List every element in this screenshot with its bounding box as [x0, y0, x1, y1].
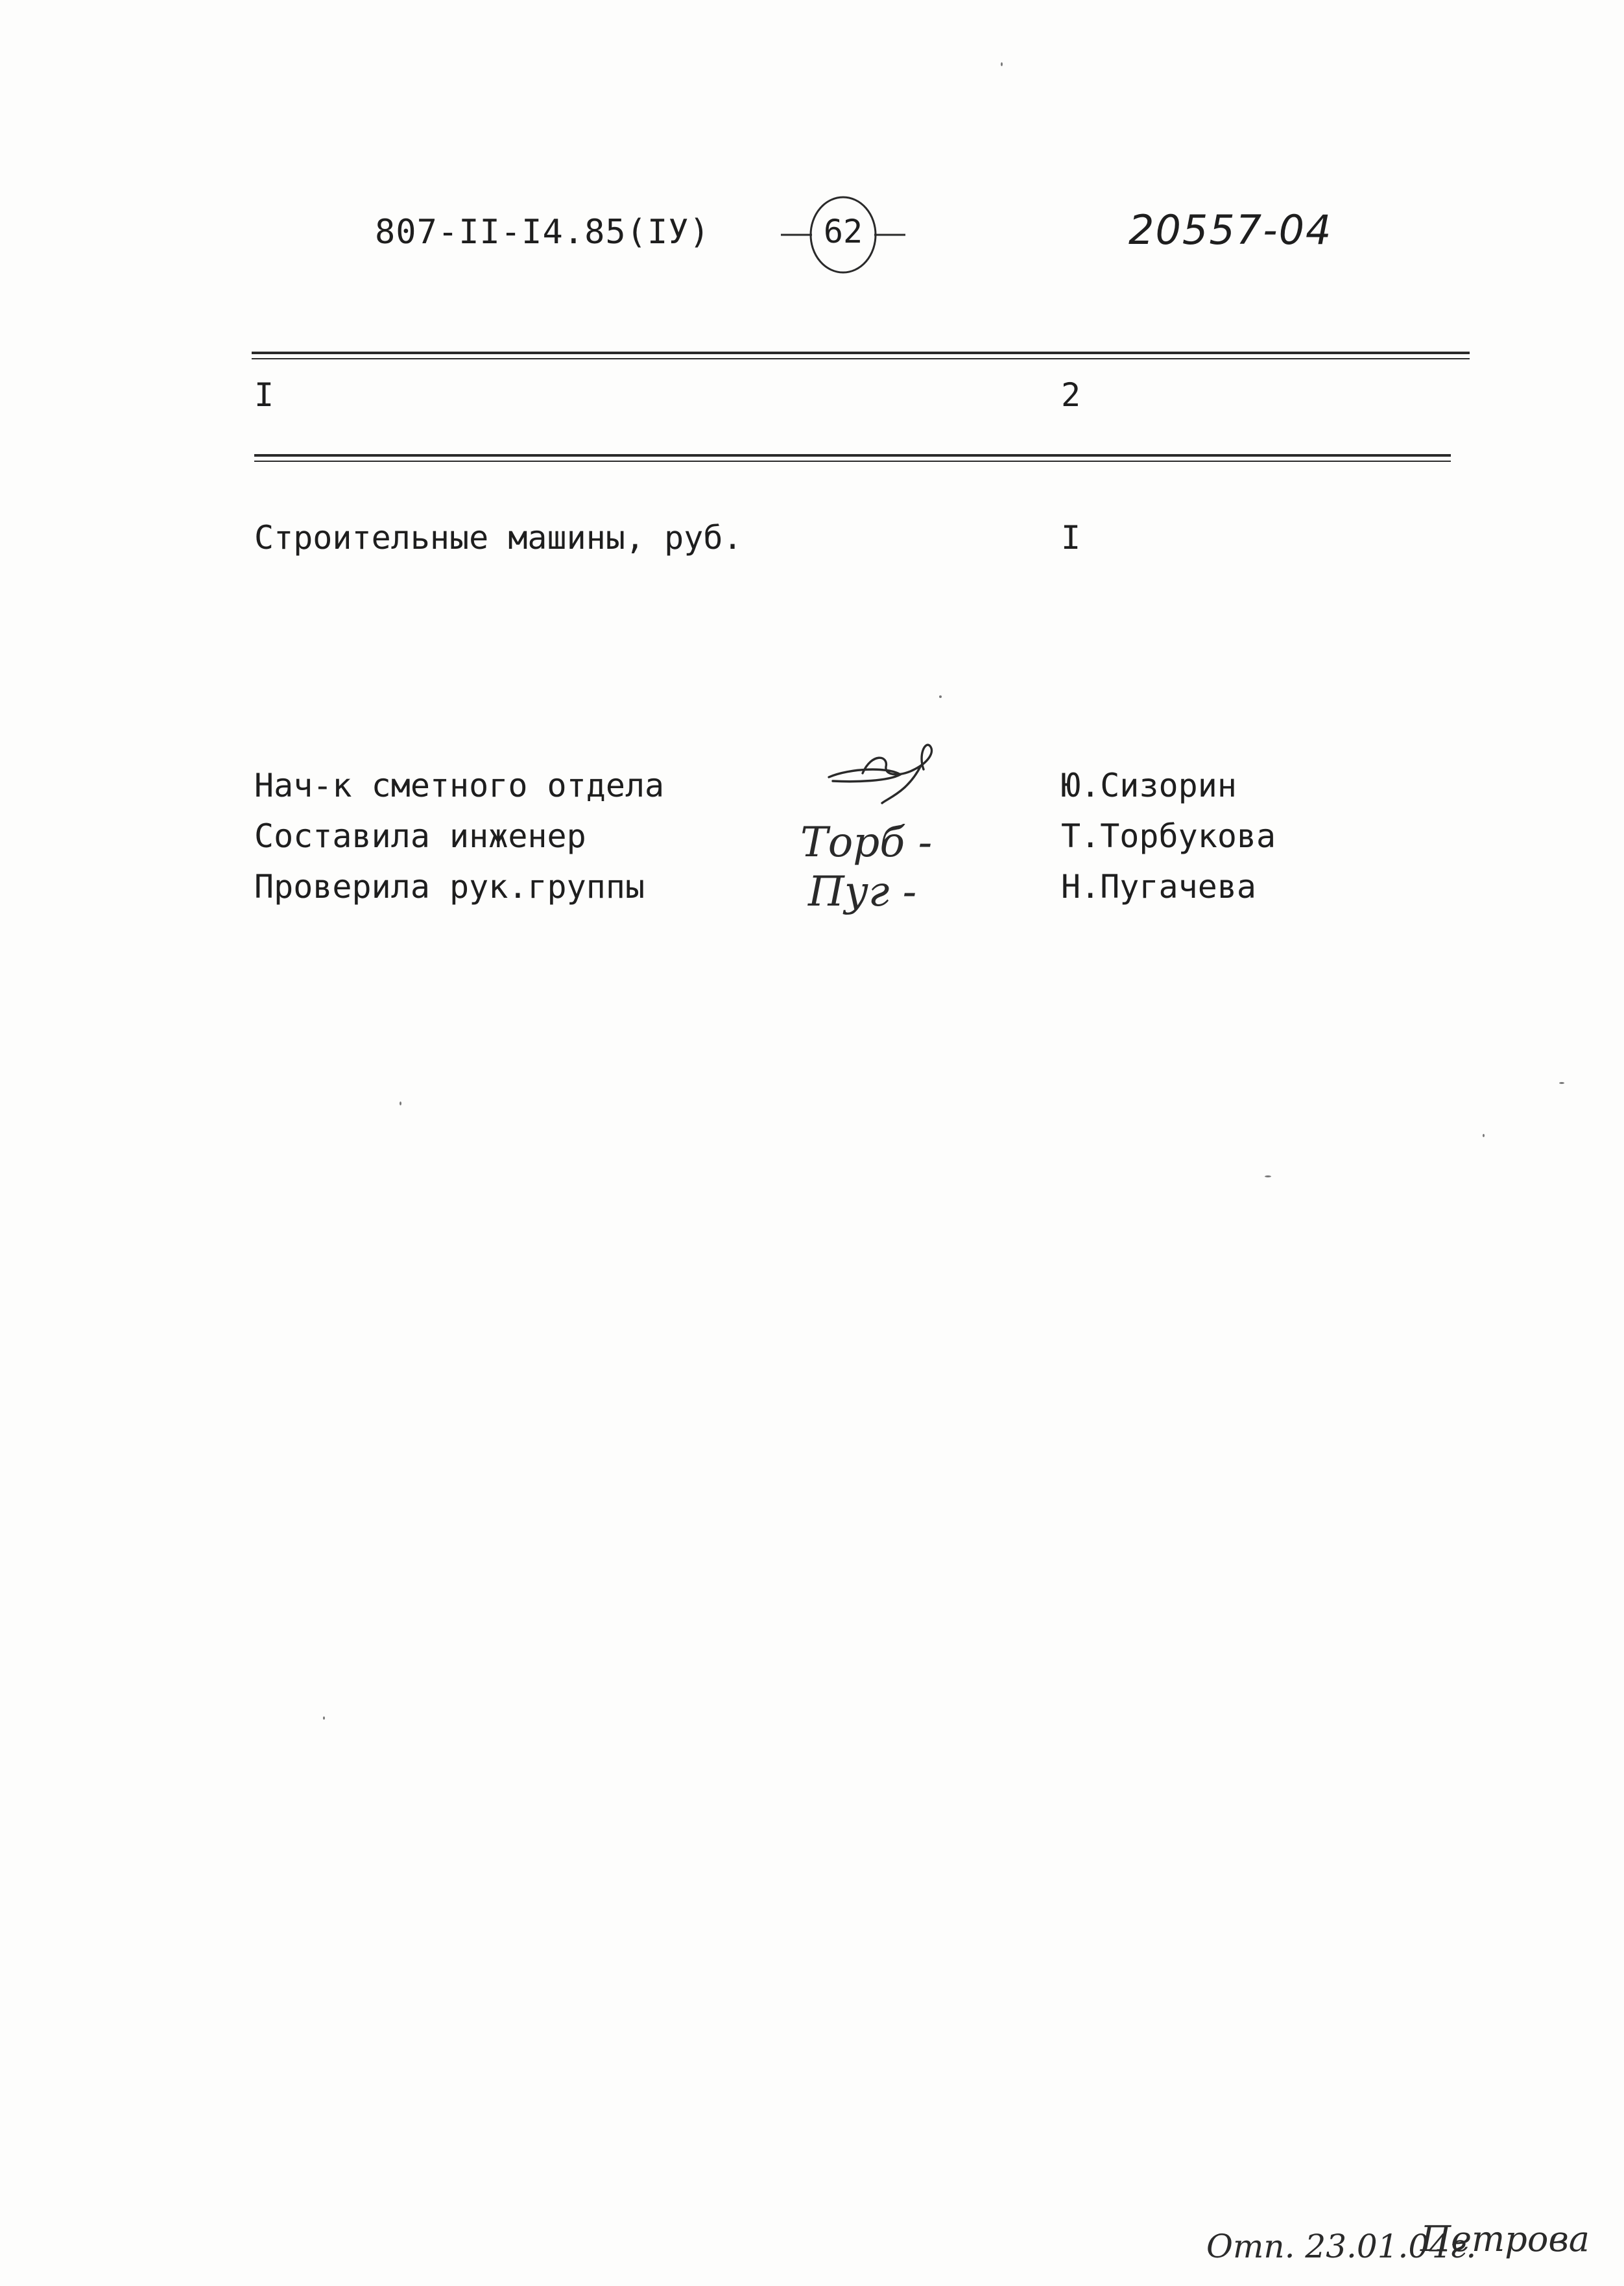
footer-signature-text: Петрова — [1420, 2219, 1590, 2259]
signature-3-text: Пуг - — [808, 868, 917, 916]
page-number-badge — [778, 189, 908, 280]
table-row-value: I — [1061, 519, 1081, 557]
signature-role-3: Проверила рук.группы — [254, 868, 645, 906]
table-header-rule — [254, 454, 1451, 457]
footer-handwriting — [1200, 2212, 1602, 2277]
signature-name-2: Т.Торбукова — [1061, 817, 1276, 855]
scan-speck — [1001, 62, 1003, 66]
scan-speck — [323, 1716, 325, 1720]
column-header-1: I — [254, 376, 274, 414]
column-header-2: 2 — [1061, 376, 1081, 414]
table-row-label: Строительные машины, руб. — [254, 519, 743, 557]
scan-speck — [939, 695, 942, 698]
scan-speck — [1265, 1175, 1271, 1177]
signature-1 — [829, 745, 932, 803]
page-number: 62 — [823, 213, 863, 250]
table-header-rule-thin — [254, 461, 1451, 462]
footer-note-text: Отп. 23.01.04г. — [1206, 2228, 1477, 2265]
handwritten-signatures — [791, 727, 1012, 934]
signature-name-3: Н.Пугачева — [1061, 868, 1257, 906]
signature-name-1: Ю.Сизорин — [1061, 767, 1237, 804]
scan-speck — [1483, 1134, 1485, 1137]
signature-role-1: Нач-к сметного отдела — [254, 767, 665, 804]
scan-speck — [1559, 1082, 1564, 1084]
table-top-rule-thin — [252, 358, 1470, 359]
signature-role-2: Составила инженер — [254, 817, 586, 855]
scan-speck — [400, 1101, 401, 1105]
inventory-number: 20557-04 — [1128, 206, 1333, 254]
table-top-rule — [252, 352, 1470, 354]
signature-2-text: Торб - — [800, 819, 933, 867]
document-code: 807-II-I4.85(IУ) — [375, 213, 710, 252]
